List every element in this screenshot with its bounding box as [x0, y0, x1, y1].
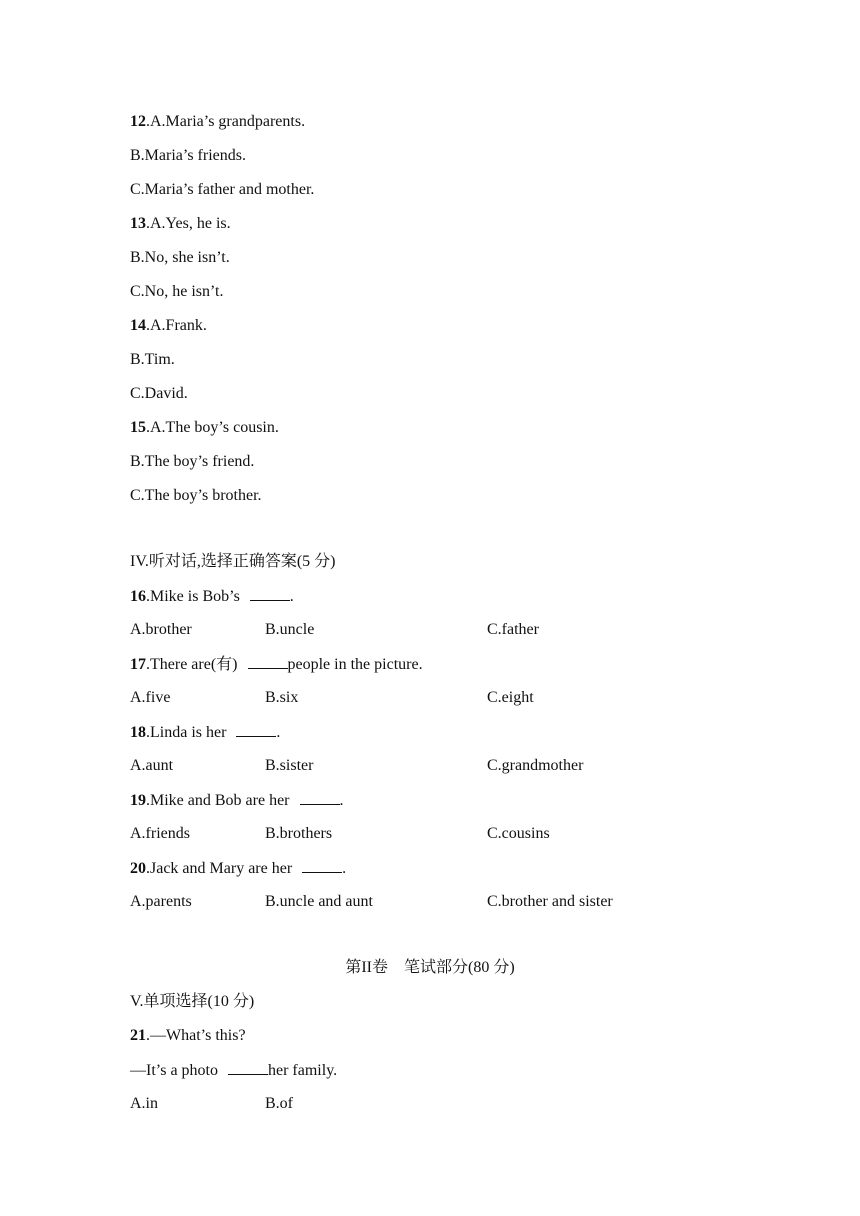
- question-13-option-b: B.No, she isn’t.: [130, 249, 230, 266]
- question-number: 21: [130, 1027, 146, 1044]
- stem-text: .Linda is her: [146, 724, 231, 741]
- option-text: .A.The boy’s cousin.: [146, 419, 279, 436]
- question-14-option-c: C.David.: [130, 385, 188, 402]
- question-17-option-a: A.five: [130, 689, 171, 706]
- question-16-stem: [130, 586, 294, 606]
- stem-end: .: [342, 860, 347, 877]
- question-number: 14: [130, 317, 146, 334]
- question-16-option-a: A.brother: [130, 621, 192, 638]
- reply-end: her family.: [268, 1062, 338, 1079]
- question-16-option-b: B.uncle: [265, 621, 315, 638]
- question-16-option-c: C.father: [487, 621, 539, 638]
- stem-text: .There are(有): [146, 656, 242, 673]
- question-17-stem: [130, 654, 423, 674]
- question-number: 15: [130, 419, 146, 436]
- stem-text: .Mike and Bob are her: [146, 792, 294, 809]
- answer-blank: [300, 790, 340, 805]
- answer-blank: [250, 586, 290, 601]
- question-21-option-b: B.of: [265, 1095, 293, 1112]
- question-21-option-a: A.in: [130, 1095, 158, 1112]
- stem-text: .—What’s this?: [146, 1027, 246, 1044]
- question-15-option-a: [130, 418, 279, 438]
- option-text: .A.Yes, he is.: [146, 215, 231, 232]
- stem-end: .: [289, 588, 294, 605]
- stem-text: .Mike is Bob’s: [146, 588, 244, 605]
- answer-blank: [236, 722, 276, 737]
- question-12-option-a: [130, 112, 305, 132]
- question-number: 18: [130, 724, 146, 741]
- question-21-stem: [130, 1026, 246, 1046]
- answer-blank: [228, 1060, 268, 1075]
- question-14-option-b: B.Tim.: [130, 351, 175, 368]
- question-20-stem: [130, 858, 346, 878]
- stem-end: people in the picture.: [287, 656, 423, 673]
- question-21-reply: [130, 1060, 337, 1080]
- part-2-title: 第II卷 笔试部分(80 分): [345, 959, 515, 976]
- stem-end: .: [276, 724, 281, 741]
- question-14-option-a: [130, 316, 207, 336]
- question-number: 19: [130, 792, 146, 809]
- question-20-option-a: A.parents: [130, 893, 192, 910]
- question-19-option-c: C.cousins: [487, 825, 550, 842]
- question-18-option-c: C.grandmother: [487, 757, 584, 774]
- question-18-stem: [130, 722, 280, 742]
- question-number: 20: [130, 860, 146, 877]
- question-number: 13: [130, 215, 146, 232]
- question-19-option-a: A.friends: [130, 825, 190, 842]
- option-text: .A.Maria’s grandparents.: [146, 113, 306, 130]
- answer-blank: [248, 654, 288, 669]
- question-18-option-b: B.sister: [265, 757, 314, 774]
- option-text: .A.Frank.: [146, 317, 207, 334]
- question-20-option-c: C.brother and sister: [487, 893, 613, 910]
- question-17-option-b: B.six: [265, 689, 299, 706]
- question-number: 12: [130, 113, 146, 130]
- question-20-option-b: B.uncle and aunt: [265, 893, 373, 910]
- question-15-option-c: C.The boy’s brother.: [130, 487, 262, 504]
- question-13-option-c: C.No, he isn’t.: [130, 283, 224, 300]
- question-12-option-b: B.Maria’s friends.: [130, 147, 246, 164]
- section-5-title: V.单项选择(10 分): [130, 993, 255, 1010]
- question-19-option-b: B.brothers: [265, 825, 333, 842]
- question-19-stem: [130, 790, 344, 810]
- stem-end: .: [339, 792, 344, 809]
- question-15-option-b: B.The boy’s friend.: [130, 453, 255, 470]
- section-4-title: IV.听对话,选择正确答案(5 分): [130, 553, 336, 570]
- question-number: 16: [130, 588, 146, 605]
- question-number: 17: [130, 656, 146, 673]
- question-17-option-c: C.eight: [487, 689, 534, 706]
- question-18-option-a: A.aunt: [130, 757, 174, 774]
- reply-text: —It’s a photo: [130, 1062, 222, 1079]
- question-13-option-a: [130, 214, 231, 234]
- stem-text: .Jack and Mary are her: [146, 860, 297, 877]
- answer-blank: [302, 858, 342, 873]
- question-12-option-c: C.Maria’s father and mother.: [130, 181, 315, 198]
